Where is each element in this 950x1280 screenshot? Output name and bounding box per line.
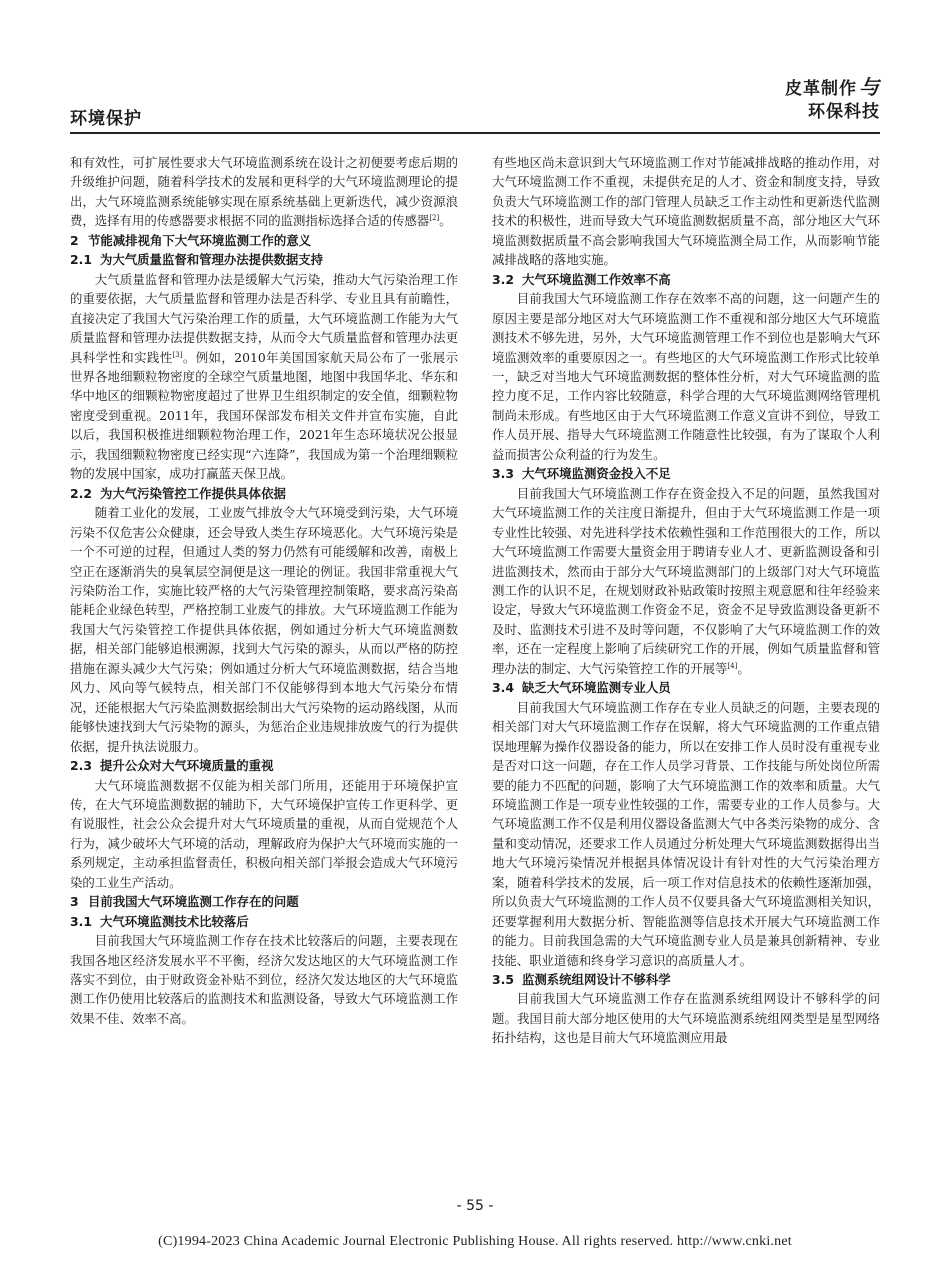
paragraph: 大气质量监督和管理办法是缓解大气污染，推动大气污染治理工作的重要依据，大气质量监督和管理办法是否科学、专业且具有前瞻性，直接决定了我国大气污染治理工作的质量，大气环境监测工作能为大气质量监督和管理办法提供数据支持，从而令大气质量监督和管理办法更具科学性和实践性[3]。例如，2010年美国国家航天局公布了一张展示世界各地细颗粒物密度的全球空气质量地图，地图中我国华北、华东和华中地区的细颗粒物密度超过了世界卫生组织制定的安全值，细颗粒物密度受到重视。2011年，我国环保部发布相关文件并宣布实施，自此以后，我国积极推进细颗粒物治理工作，2021年生态环境状况公报显示，我国细颗粒物密度已经实现“六连降”，我国成为第一个治理细颗粒物的发展中国家，成功打赢蓝天保卫战。: [70, 271, 458, 482]
right-column: [492, 153, 880, 1048]
paragraph: 和有效性，可扩展性要求大气环境监测系统在设计之初便要考虑后期的升级维护问题，随着科学技术的发展和更科学的大气环境监测理论的提出，大气环境监测系统能够实现在原系统基础上更新迭代，减少资源浪费，选择有用的传感器要求根据不同的监测指标选择合适的传感器[2]。: [70, 155, 458, 229]
paragraph: 随着工业化的发展，工业废气排放令大气环境受到污染，大气环境污染不仅危害公众健康，还会导致人类生存环境恶化。大气环境污染是一个不可逆的过程，但通过人类的努力仍然有可能缓解和改善，南极上空正在逐渐消失的臭氧层空洞便是这一理论的例证。我国非常重视大气污染防治工作，实施比较严格的大气污染管理控制策略，要求高污染高能耗企业绿色转型，严格控制工业废气的排放。大气环境监测工作能为我国大气污染管控工作提供具体依据，例如通过分析大气环境监测数据，相关部门能够追根溯源，找到大气污染的源头，从而以严格的防控措施在源头减少大气污染；例如通过分析大气环境监测数据，结合当地风力、风向等气候特点，相关部门不仅能够得到本地大气污染分布情况，还能根据大气污染监测数据绘制出大气污染物的运动路线图，从而能够快速找到大气污染物的源头，为惩治企业违规排放废气的行为提供依据，提升执法说服力。: [70, 505, 458, 754]
citation: [2]: [429, 214, 440, 223]
subsection-heading: 2.3 提升公众对大气环境质量的重视: [70, 758, 274, 774]
subsection-heading: 3.4 缺乏大气环境监测专业人员: [492, 680, 671, 696]
header-rule: [70, 132, 880, 134]
journal-name: [785, 76, 880, 124]
subsection-heading: 3.2 大气环境监测工作效率不高: [492, 271, 671, 287]
copyright-notice: (C)1994-2023 China Academic Journal Electronic Publishing House. All rights reserved. http://www.cnki.net: [158, 1234, 792, 1249]
paragraph: 目前我国大气环境监测工作存在技术比较落后的问题，主要表现在我国各地区经济发展水平不平衡，经济欠发达地区的大气环境监测工作落实不到位，由于财政资金补贴不到位，经济欠发达地区的大气环境监测工作仍使用比较落后的监测技术和监测设备，导致大气环境监测工作效果不佳、效率不高。: [70, 933, 458, 1026]
paragraph: 目前我国大气环境监测工作存在监测系统组网设计不够科学的问题。我国目前大部分地区使用的大气环境监测系统组网类型是星型网络拓扑结构，这也是目前大气环境监测应用最: [492, 991, 880, 1046]
journal-section-title: 环境保护: [70, 109, 142, 129]
journal-logo-glyph: 与: [859, 75, 880, 99]
citation: [4]: [727, 661, 738, 670]
citation: [3]: [172, 350, 183, 359]
journal-name-line1: 皮革制作: [785, 79, 857, 99]
paragraph: 目前我国大气环境监测工作存在专业人员缺乏的问题，主要表现的相关部门对大气环境监测工作存在误解，将大气环境监测的工作重点错误地理解为操作仪器设备的能力，所以在安排工作人员时没有重视专业是否对口这一问题，存在工作人员学习背景、工作技能与所处岗位所需要的能力不匹配的问题，影响了大气环境监测工作的效率和质量。大气环境监测工作是一项专业性较强的工作，需要专业的工作人员参与。大气环境监测工作不仅是利用仪器设备监测大气中各类污染物的成分、含量和变动情况，还要求工作人员通过分析处理大气环境监测数据得出当地大气环境污染情况并根据具体情况设计有针对性的大气污染治理方案，随着科学技术的发展，后一项工作对信息技术的依赖性逐渐加强，所以负责大气环境监测的工作人员不仅要具备大气环境监测相关知识，还要掌握利用大数据分析、智能监测等信息技术开展大气环境监测工作的能力。目前我国急需的大气环境监测专业人员是兼具创新精神、专业技能、职业道德和终身学习意识的高质量人才。: [492, 699, 880, 968]
left-column: [70, 153, 458, 1028]
paragraph: 有些地区尚未意识到大气环境监测工作对节能减排战略的推动作用，对大气环境监测工作不重视，未提供充足的人才、资金和制度支持，导致负责大气环境监测工作的部门管理人员缺乏工作主动性和更新迭代监测技术的积极性，进而导致大气环境监测数据质量不高，部分地区大气环境监测数据质量不高会影响我国大气环境监测全局工作，从而影响节能减排战略的落地实施。: [492, 155, 880, 268]
subsection-heading: 3.3 大气环境监测资金投入不足: [492, 466, 671, 482]
subsection-heading: 3.1 大气环境监测技术比较落后: [70, 913, 249, 929]
paragraph: 大气环境监测数据不仅能为相关部门所用，还能用于环境保护宣传，在大气环境监测数据的辅助下，大气环境保护宣传工作更科学、更有说服性，社会公众会提升对大气环境质量的重视，从而自觉规范个人行为，减少破坏大气环境的活动，理解政府为保护大气环境而实施的一系列规定，主动承担监督责任，积极向相关部门举报会造成大气环境污染的工业生产活动。: [70, 777, 458, 890]
subsection-heading: 3.5 监测系统组网设计不够科学: [492, 972, 671, 988]
page-number: - 55 -: [456, 1198, 494, 1214]
paragraph: 目前我国大气环境监测工作存在效率不高的问题，这一问题产生的原因主要是部分地区对大气环境监测工作不重视和部分地区大气环境监测技术不够先进，另外，大气环境监测管理工作不到位也是影响大气环境监测效率的重要原因之一。有些地区的大气环境监测工作形式比较单一，缺乏对当地大气环境监测数据的整体性分析，对大气环境监测的监控力度不足，工作内容比较随意，科学合理的大气环境监测网络管理机制尚未形成。有些地区由于大气环境监测工作意义宣讲不到位，导致工作人员开展、指导大气环境监测工作随意性比较强，有为了谋取个人利益而损害公众利益的行为发生。: [492, 291, 880, 462]
paragraph: 目前我国大气环境监测工作存在资金投入不足的问题，虽然我国对大气环境监测工作的关注度日渐提升，但由于大气环境监测工作是一项专业性比较强、对先进科学技术依赖性强和工作范围很大的工作，所以大气环境监测工作需要大量资金用于聘请专业人才、更新监测设备和引进监测技术，然而由于部分大气环境监测部门的上级部门对大气环境监测工作的认识不足，在规划财政补贴政策时按照主观意愿和往年经验来设定，导致大气环境监测工作资金不足，资金不足导致监测设备更新不及时、监测技术引进不及时等问题，不仅影响了大气环境监测工作的效率，还在一定程度上影响了后续研究工作的开展，例如气质量监督和管理办法的制定、大气污染管控工作的开展等[4]。: [492, 485, 880, 676]
journal-name-line2: 环保科技: [808, 102, 880, 122]
section-heading: 3 目前我国大气环境监测工作存在的问题: [70, 894, 299, 910]
subsection-heading: 2.2 为大气污染管控工作提供具体依据: [70, 485, 286, 501]
section-heading: 2 节能减排视角下大气环境监测工作的意义: [70, 232, 312, 248]
subsection-heading: 2.1 为大气质量监督和管理办法提供数据支持: [70, 252, 324, 268]
